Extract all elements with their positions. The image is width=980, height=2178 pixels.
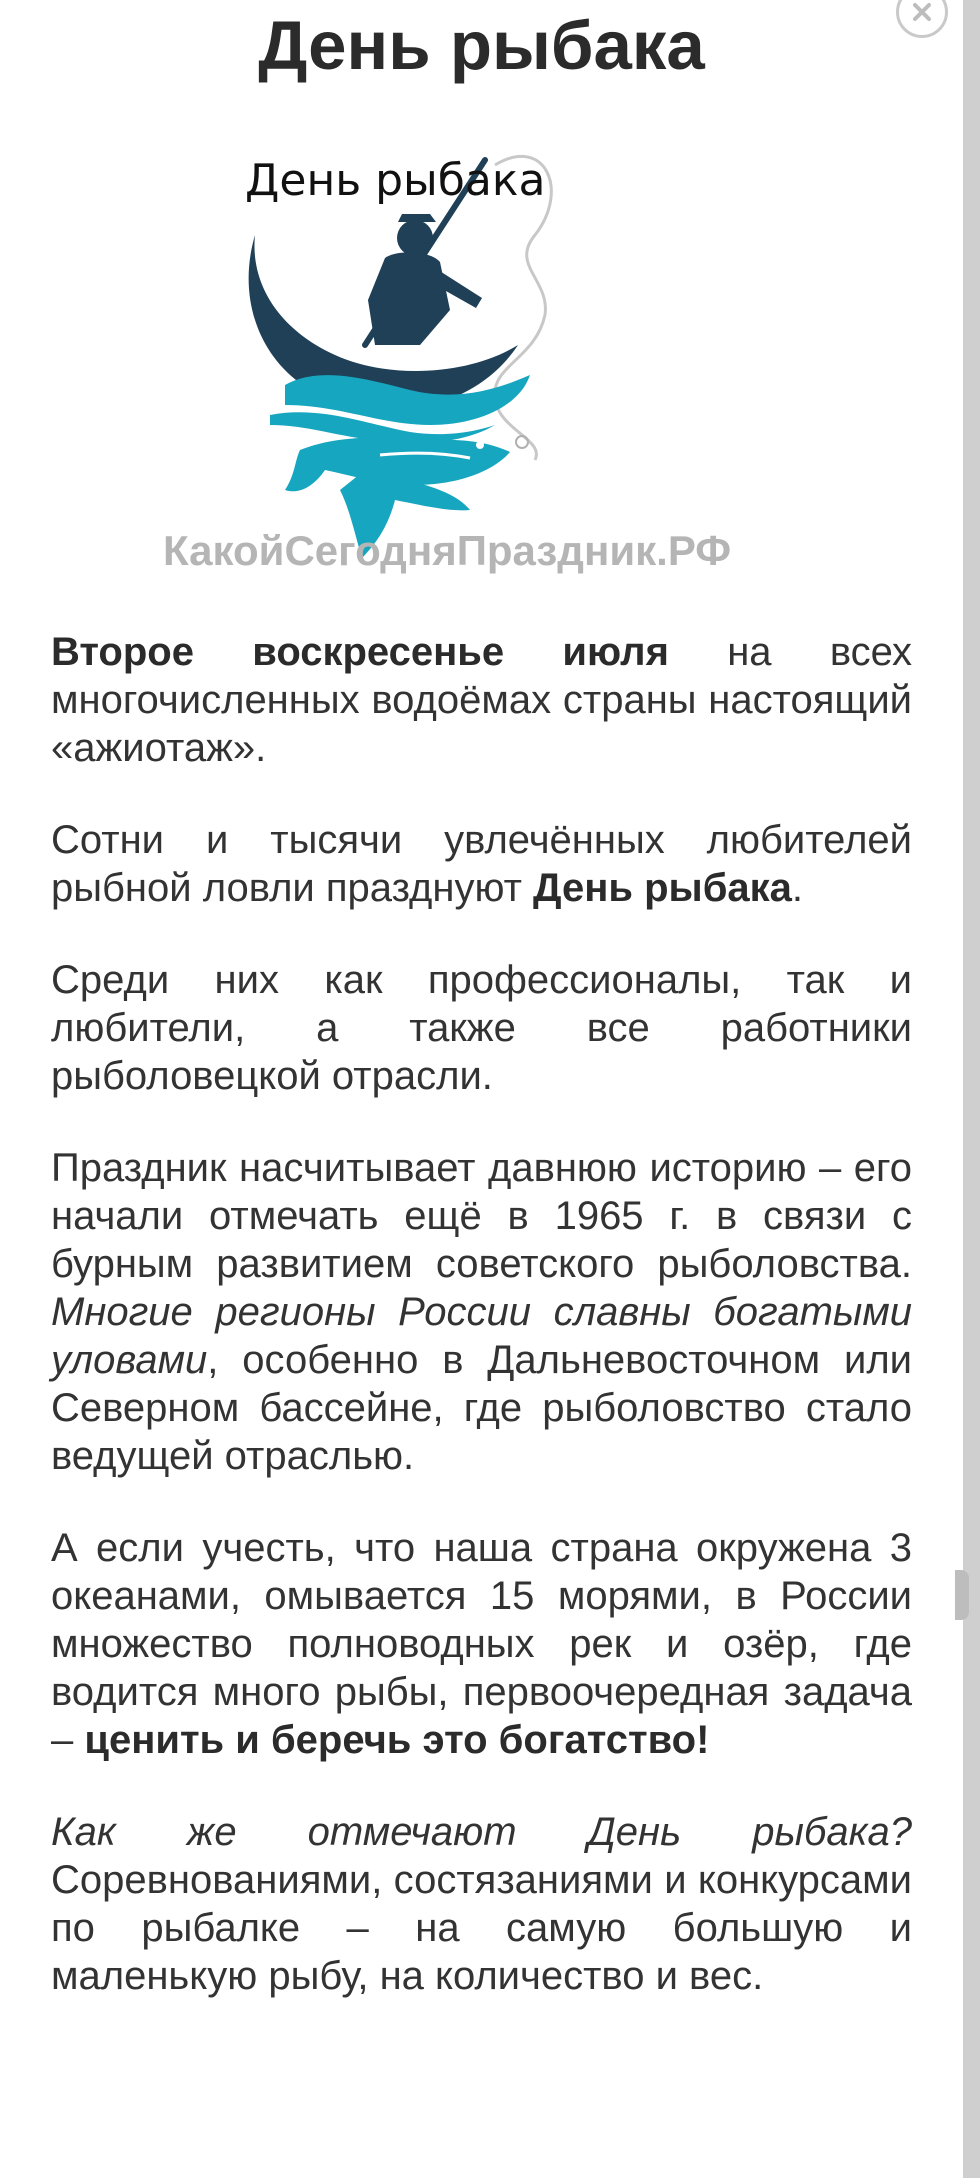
italic-text: Многие регионы России славны богатыми уловами <box>51 1290 912 1382</box>
paragraph-text: Соревнованиями, состязаниями и конкурсами по рыбалке – на самую большую и маленькую рыбу, на количество и вес. <box>51 1858 912 1998</box>
paragraph-text: . <box>791 866 804 910</box>
paragraph-text: Праздник насчитывает давнюю историю – его начали отмечать ещё в 1965 г. в связи с бурным развитием советского рыболовства. <box>51 1146 912 1286</box>
scrollbar[interactable] <box>963 0 980 2178</box>
paragraph-text: Среди них как профессионалы, так и любители, а также все работники рыболовецкой отрасли. <box>51 958 912 1098</box>
italic-text: Как же отмечают День рыбака? <box>51 1810 912 1854</box>
logo-watermark: КакойСегодняПраздник.РФ <box>163 527 732 574</box>
paragraph-6 <box>51 1808 912 2000</box>
paragraph-text: на всех многочисленных водоёмах страны настоящий «ажиотаж». <box>51 630 912 770</box>
paragraph-text: А если учесть, что наша страна окружена 3 океанами, омывается 15 морями, в России множество полноводных рек и озёр, где водится много рыбы, первоочередная задача – <box>51 1526 912 1762</box>
paragraph-1 <box>51 628 912 772</box>
logo-caption: День рыбака <box>245 155 546 206</box>
side-handle[interactable] <box>955 1570 969 1620</box>
paragraph-text: , особенно в Дальневосточном или Северном бассейне, где рыболовство стало ведущей отраслью. <box>51 1338 912 1478</box>
bold-text: Второе воскресенье июля <box>51 630 669 674</box>
paragraph-3 <box>51 956 912 1100</box>
fisherman-in-boat-with-fish-icon <box>249 156 552 558</box>
page-title: День рыбака <box>258 7 705 84</box>
paragraph-2 <box>51 816 912 912</box>
paragraph-text: Сотни и тысячи увлечённых любителей рыбной ловли празднуют <box>51 818 912 910</box>
paragraph-4 <box>51 1144 912 1480</box>
fisherman-logo-image <box>150 140 810 590</box>
bold-text: День рыбака <box>533 866 792 910</box>
paragraph-5 <box>51 1524 912 1764</box>
bold-text: ценить и беречь это богатство! <box>84 1718 710 1762</box>
article-body <box>51 628 912 2044</box>
